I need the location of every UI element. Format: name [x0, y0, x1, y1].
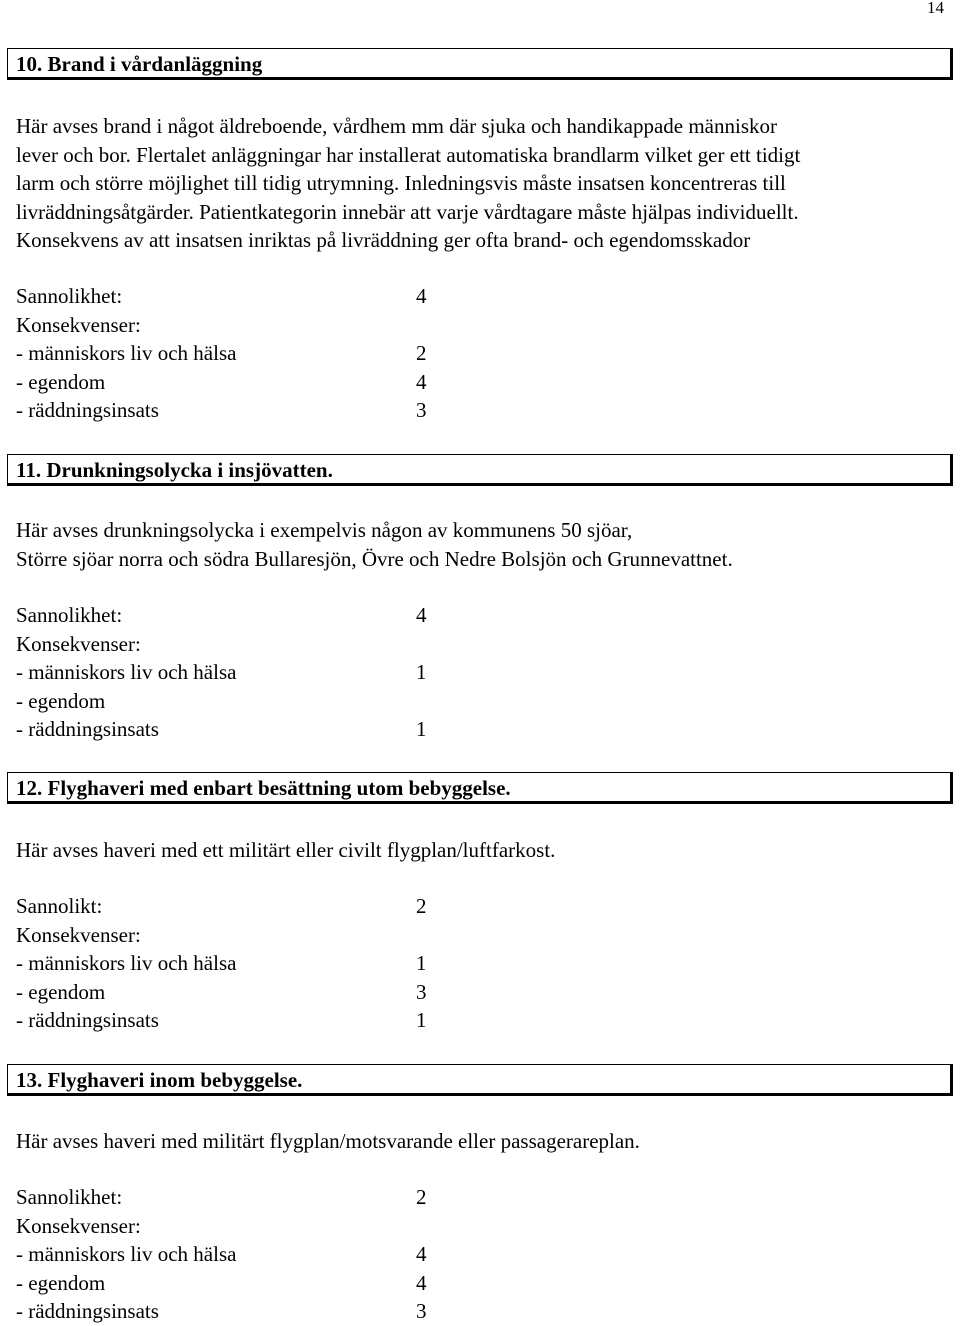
consequences-heading [16, 311, 446, 340]
consequences-heading [16, 1212, 446, 1241]
probability-row [16, 601, 446, 630]
probability-label: Sannolikt: [16, 894, 103, 918]
section-heading-13 [7, 1064, 953, 1096]
description-line: Konsekvens av att insatsen inriktas på livräddning ger ofta brand- och egendomsskador [16, 228, 751, 252]
section-description [16, 112, 946, 255]
description-line: Här avses haveri med militärt flygplan/motsvarande eller passagerareplan. [16, 1129, 640, 1153]
consequence-row [16, 1297, 446, 1326]
consequences-label: Konsekvenser: [16, 922, 141, 947]
consequence-value: 4 [416, 1242, 427, 1266]
consequence-value: 1 [416, 717, 427, 741]
consequence-row [16, 978, 446, 1007]
probability-value: 4 [416, 603, 427, 627]
probability-value: 2 [416, 1185, 427, 1209]
probability-value: 4 [416, 284, 427, 308]
consequence-value: 3 [416, 398, 427, 422]
consequence-value: 1 [416, 660, 427, 684]
consequence-value: 1 [416, 1008, 427, 1032]
consequences-label: Konsekvenser: [16, 631, 141, 656]
probability-row [16, 282, 446, 311]
consequence-row [16, 1240, 446, 1269]
section-heading-11 [7, 454, 953, 486]
consequence-label: - människors liv och hälsa [16, 1242, 237, 1266]
probability-label: Sannolikhet: [16, 603, 123, 627]
description-line: livräddningsåtgärder. Patientkategorin innebär att varje vårdtagare måste hjälpas individuellt. [16, 199, 799, 224]
page-number: 14 [927, 0, 944, 17]
consequence-label: - räddningsinsats [16, 1299, 159, 1323]
consequence-label: - egendom [16, 979, 106, 1004]
consequence-label: - egendom [16, 369, 106, 394]
probability-row [16, 1183, 446, 1212]
consequence-label: - egendom [16, 1270, 106, 1295]
probability-label: Sannolikhet: [16, 284, 123, 308]
consequence-label: - räddningsinsats [16, 398, 159, 422]
consequence-value: 3 [416, 979, 427, 1004]
section-title: 13. Flyghaveri inom bebyggelse. [16, 1068, 303, 1092]
consequences-label: Konsekvenser: [16, 1213, 141, 1238]
consequence-value: 4 [416, 1270, 427, 1295]
risk-rating [16, 601, 446, 744]
consequence-row [16, 949, 446, 978]
probability-value: 2 [416, 894, 427, 918]
consequences-heading [16, 630, 446, 659]
description-line: Här avses drunkningsolycka i exempelvis någon av kommunens 50 sjöar, [16, 518, 633, 542]
consequence-value: 3 [416, 1299, 427, 1323]
consequences-heading [16, 921, 446, 950]
description-line: lever och bor. Flertalet anläggningar har installerat automatiska brandlarm vilket ger ett tidigt [16, 142, 801, 167]
description-line: Här avses haveri med ett militärt eller civilt flygplan/luftfarkost. [16, 838, 556, 862]
consequence-label: - egendom [16, 688, 106, 713]
probability-row [16, 892, 446, 921]
consequence-value: 1 [416, 951, 427, 975]
consequence-row [16, 658, 446, 687]
consequence-label: - räddningsinsats [16, 1008, 159, 1032]
consequence-value: 2 [416, 341, 427, 365]
section-heading-12 [7, 772, 953, 804]
consequence-row [16, 687, 446, 716]
consequence-label: - människors liv och hälsa [16, 951, 237, 975]
section-description [16, 516, 946, 573]
risk-rating [16, 892, 446, 1035]
consequence-row [16, 368, 446, 397]
consequence-value: 4 [416, 369, 427, 394]
section-title: 11. Drunkningsolycka i insjövatten. [16, 458, 333, 482]
consequence-label: - räddningsinsats [16, 717, 159, 741]
consequence-row [16, 715, 446, 744]
section-title: 12. Flyghaveri med enbart besättning utom bebyggelse. [16, 776, 511, 800]
consequence-row [16, 1269, 446, 1298]
consequence-row [16, 339, 446, 368]
section-title: 10. Brand i vårdanläggning [16, 52, 263, 76]
section-description [16, 1127, 946, 1156]
description-line: Här avses brand i något äldreboende, vårdhem mm där sjuka och handikappade människor [16, 114, 778, 138]
consequence-label: - människors liv och hälsa [16, 341, 237, 365]
probability-label: Sannolikhet: [16, 1185, 123, 1209]
risk-rating [16, 282, 446, 425]
risk-rating [16, 1183, 446, 1326]
section-description [16, 836, 946, 865]
description-line: Större sjöar norra och södra Bullaresjön, Övre och Nedre Bolsjön och Grunnevattnet. [16, 546, 733, 571]
consequence-row [16, 396, 446, 425]
consequence-label: - människors liv och hälsa [16, 660, 237, 684]
consequences-label: Konsekvenser: [16, 312, 141, 337]
consequence-row [16, 1006, 446, 1035]
description-line: larm och större möjlighet till tidig utrymning. Inledningsvis måste insatsen koncentreras till [16, 171, 786, 195]
section-heading-10 [7, 48, 953, 80]
